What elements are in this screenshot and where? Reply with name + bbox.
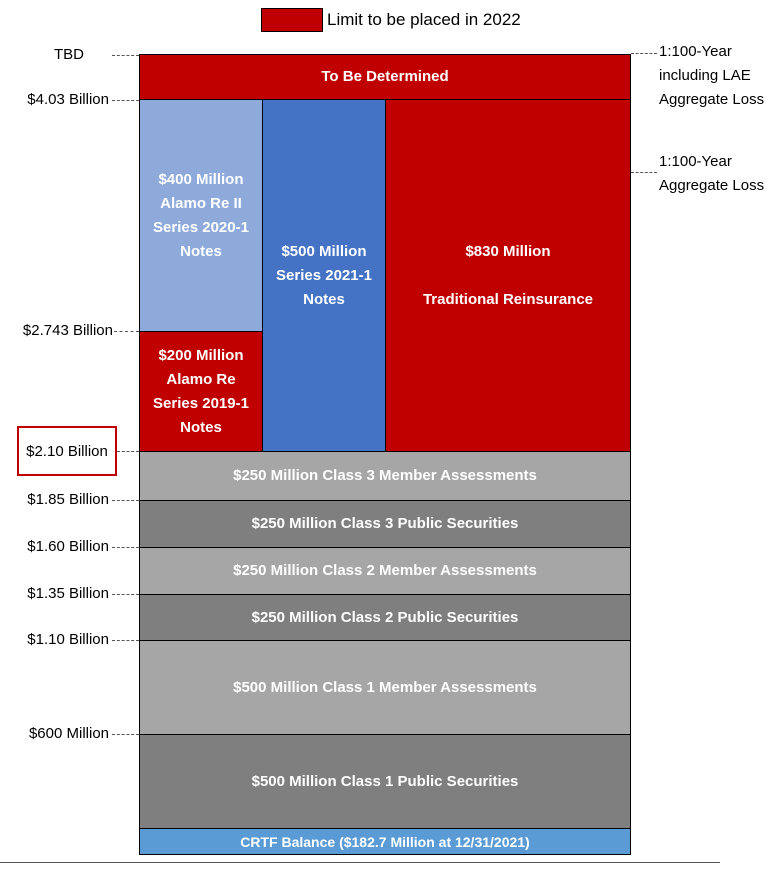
right-label-aggregate-loss: 1:100-Year Aggregate Loss: [659, 153, 765, 194]
baseline-rule: [0, 862, 720, 863]
block-label: $500 Million Class 1 Member Assessments: [233, 678, 537, 696]
block-label: $250 Million Class 2 Public Securities: [251, 608, 519, 626]
block-label: $250 Million Class 3 Public Securities: [251, 515, 519, 532]
block-traditional-reinsurance: [385, 99, 631, 452]
leader-1-85-billion: [112, 500, 139, 501]
block-series-2021: [262, 99, 386, 452]
y-label-4-03-billion: $4.03 Billion: [27, 91, 109, 108]
legend-swatch: [261, 8, 323, 32]
leader-tbd: [112, 55, 139, 56]
block-class3-member-assessments: [139, 451, 631, 501]
block-label: To Be Determined: [321, 68, 449, 85]
leader-1-60-billion: [112, 547, 139, 548]
block-label: $250 Million Class 2 Member Assessments: [233, 562, 537, 579]
block-label: $500 Million Class 1 Public Securities: [251, 772, 519, 790]
leader-600-million: [112, 734, 139, 735]
leader-1-35-billion: [112, 594, 139, 595]
y-label-1-35-billion: $1.35 Billion: [27, 585, 109, 602]
block-crtf-balance: [139, 828, 631, 855]
block-class1-member-assessments: [139, 640, 631, 735]
leader-right-lae: [631, 53, 657, 54]
y-label-tbd: TBD: [54, 46, 84, 63]
block-class2-public-securities: [139, 594, 631, 641]
block-class3-public-securities: [139, 500, 631, 548]
y-label-2-10-billion: $2.10 Billion: [17, 426, 117, 476]
block-alamo-re: [139, 331, 263, 452]
block-class1-public-securities: [139, 734, 631, 829]
block-label: $400 Million Alamo Re II Series 2020-1 Notes: [153, 170, 249, 260]
leader-2-10-billion: [117, 451, 139, 452]
legend-label: Limit to be placed in 2022: [327, 10, 521, 29]
block-alamo-re-ii: [139, 99, 263, 332]
leader-4-03-billion: [112, 100, 139, 101]
block-to-be-determined: [139, 54, 631, 100]
right-label-lae-aggregate-loss: 1:100-Year including LAE Aggregate Loss: [659, 43, 765, 108]
y-label-1-85-billion: $1.85 Billion: [27, 491, 109, 508]
block-label: $500 Million Series 2021-1 Notes: [276, 242, 372, 308]
y-label-600-million: $600 Million: [28, 725, 109, 742]
y-label-1-60-billion: $1.60 Billion: [27, 538, 109, 555]
block-class2-member-assessments: [139, 547, 631, 595]
leader-2-743-billion: [114, 331, 139, 332]
leader-1-10-billion: [112, 640, 139, 641]
block-label: CRTF Balance ($182.7 Million at 12/31/2021): [240, 833, 530, 850]
block-label: $830 Million Traditional Reinsurance: [422, 242, 594, 308]
y-label-1-10-billion: $1.10 Billion: [27, 631, 109, 648]
block-label: $200 Million Alamo Re Series 2019-1 Notes: [153, 346, 249, 436]
block-label: $250 Million Class 3 Member Assessments: [233, 467, 537, 484]
leader-right-aggregate: [631, 172, 657, 173]
y-label-2-743-billion: $2.743 Billion: [22, 322, 113, 339]
